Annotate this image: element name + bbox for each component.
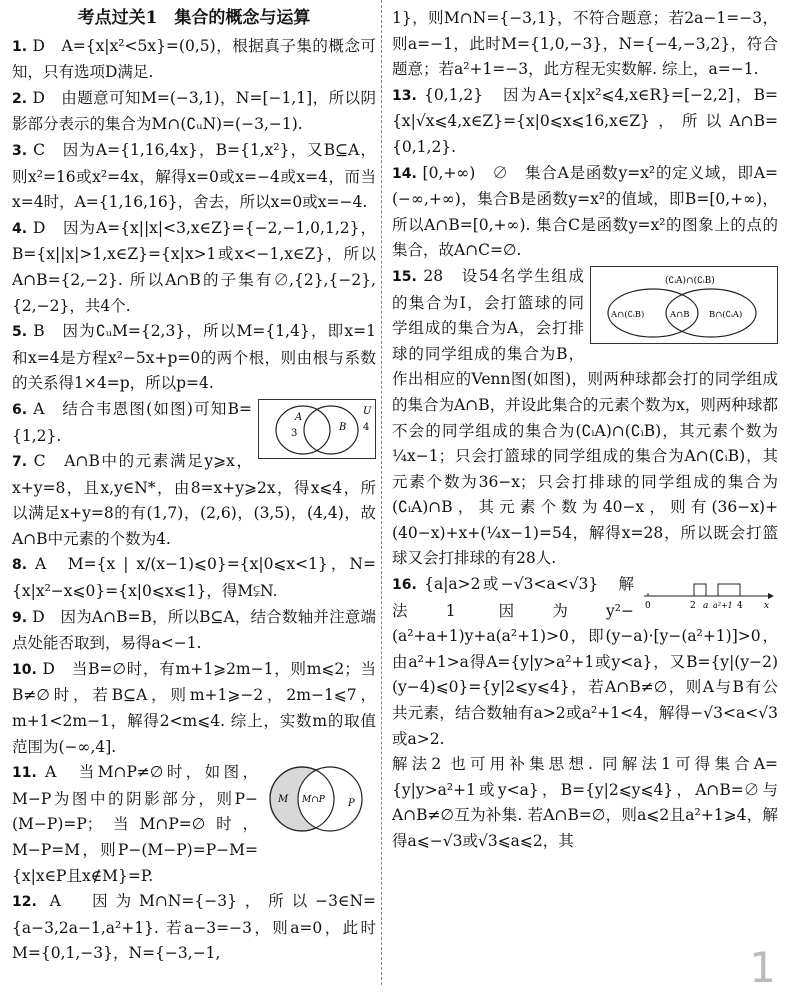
answer-item-12	[12, 889, 376, 967]
venn-label-m: M	[278, 794, 289, 806]
venn-label-mp: M∩P	[302, 795, 325, 806]
item-text: D A={x|x²<5x}=(0,5)，根据真子集的概念可知，只有选项D满足.	[12, 36, 376, 82]
tick-0: 0	[645, 601, 651, 611]
item-number: 12.	[12, 894, 37, 911]
venn-label-p: P	[348, 798, 355, 810]
item-number: 8.	[12, 557, 28, 574]
answer-item-2	[12, 86, 376, 138]
item-text: [0,+∞) ∅ 集合A是函数y=x²的定义域，即A=(−∞,+∞)，集合B是函数y=x²的值域，即B=[0,+∞)，所以A∩B=[0,+∞). 集合C是函数y=x²的图象上的点的集合，故A∩C=∅.	[392, 163, 778, 260]
tick-a2: a²+1	[713, 601, 733, 611]
venn-label-b: B	[339, 421, 347, 433]
venn-diagram-6	[258, 399, 376, 459]
item-text: D 由题意可知M=(−3,1)，N=[−1,1]，所以阴影部分表示的集合为M∩(∁ᵤN)=(−3,−1).	[12, 88, 376, 134]
item-text: C A∩B中的元素满足y⩾x，x+y=8，且x,y∈N*，由8=x+y⩾2x，得x⩽4，所以满足x+y=8的有(1,7)，(2,6)，(3,5)，(4,4)，故A∩B中元素的个数为4.	[12, 452, 376, 548]
item-text: {0,1,2} 因为A={x|x²⩽4,x∈R}=[−2,2]，B={x|√x⩽4,x∈Z}={x|0⩽x⩽16,x∈Z}，所以A∩B={0,1,2}.	[392, 85, 778, 156]
item-text: D 因为A∩B=B，所以B⊆A，结合数轴并注意端点处能否取到，易得a<−1.	[12, 607, 376, 653]
venn-label-right: B∩(∁ᵢA)	[709, 309, 743, 320]
item-text: D 因为A={x||x|<3,x∈Z}={−2,−1,0,1,2}，B={x||x|>1,x∈Z}={x|x>1或x<−1,x∈Z}，所以A∩B={2,−2}. 所以A∩B的子集有∅,{2},{−2},{2,−2}，共4个.	[12, 218, 376, 315]
item-number: 1.	[12, 38, 28, 55]
item-text: {a|a>2或−√3<a<√3} 解法1 因为y²−(a²+a+1)y+a(a²+1)>0，即(y−a)·[y−(a²+1)]>0，由a²+1>a得A={y|y>a²+1或y<a}，又B={y|(y−2)(y−4)⩽0}={y|2⩽y⩽4}，若A∩B≠∅，则A与B有公共元素，结合数轴有a>2或a²+1<4，解得−√3<a<√3或a>2.	[392, 575, 778, 748]
answer-item-1	[12, 34, 376, 86]
item-text: 1}，则M∩N={−3,1}，不符合题意；若2a−1=−3，则a=−1，此时M={1,0,−3}，N={−4,−3,2}，符合题意；若a²+1=−3，此方程无实数解. 综上，a=−1.	[392, 9, 778, 79]
page-title: 考点过关1 集合的概念与运算	[77, 8, 311, 28]
answer-item-12-cont	[392, 6, 778, 83]
item-number: 2.	[12, 90, 28, 107]
venn-value-u: 4	[363, 421, 370, 433]
venn-label-a: A	[295, 411, 303, 423]
item-number: 14.	[392, 165, 417, 182]
item-number: 7.	[12, 454, 28, 471]
answer-item-5	[12, 319, 376, 397]
venn-diagram-15	[590, 266, 778, 344]
item-number: 11.	[12, 765, 37, 782]
tick-2: 2	[690, 601, 696, 611]
item-text: A 结合韦恩图(如图)可知B={1,2}.	[12, 399, 252, 445]
item-text: A M={x | x/(x−1)⩽0}={x|0⩽x<1}，N={x|x²−x⩽0}={x|0⩽x⩽1}，得M⫋N.	[12, 555, 376, 601]
item-number: 15.	[392, 268, 417, 285]
answer-item-3	[12, 138, 376, 216]
answer-item-15	[392, 264, 778, 572]
item-number: 10.	[12, 661, 37, 678]
venn-diagram-11	[264, 762, 376, 845]
answer-item-8	[12, 552, 376, 604]
item-text: D 当B=∅时，有m+1⩾2m−1，则m⩽2；当B≠∅时，若B⊆A，则m+1⩾−2，2m−1⩽7，m+1<2m−1，解得2<m⩽4. 综上，实数m的取值范围为(−∞,4].	[12, 659, 377, 756]
item-number: 13.	[392, 87, 417, 104]
venn-label-u: U	[363, 405, 372, 417]
answer-item-16-method2	[392, 752, 778, 854]
venn-value-a: 3	[291, 427, 298, 439]
answer-item-9	[12, 605, 376, 657]
answer-item-10	[12, 657, 376, 760]
venn-label-top: (∁ᵢA)∩(∁ᵢB)	[665, 275, 715, 286]
item-number: 9.	[12, 609, 28, 626]
left-column	[12, 6, 376, 967]
item-number: 6.	[12, 401, 28, 418]
item-text: 28 设54名学生组成的集合为I，会打篮球的同学组成的集合为A，会打排球的同学组成的集合为B，作出相应的Venn图(如图)，则两种球都会打的同学组成的集合为A∩B，并设此集合的元素个数为x，则两种球都不会的同学组成的集合为(∁ᵢA)∩(∁ᵢB)，其元素个数为¼x−1；只会打篮球的同学组成的集合为A∩(∁ᵢB)，其元素个数为36−x；只会打排球的同学组成的集合为(∁ᵢA)∩B，其元素个数为40−x，则有(36−x)+(40−x)+x+(¼x−1)=54，解得x=28，所以既会打篮球又会打排球的有28人.	[392, 266, 778, 568]
answer-item-14	[392, 161, 778, 264]
answer-item-13	[392, 83, 778, 161]
item-number: 4.	[12, 220, 28, 237]
column-divider	[381, 0, 382, 985]
answer-item-4	[12, 216, 376, 319]
answer-item-6	[12, 397, 376, 449]
axis-x-label: x	[764, 601, 770, 611]
answer-item-7	[12, 449, 376, 552]
answer-item-11	[12, 760, 376, 889]
answer-item-16	[392, 572, 778, 752]
number-line-16	[640, 576, 774, 619]
item-text: 解法2 也可用补集思想. 同解法1可得集合A={y|y>a²+1或y<a}，B={y|2⩽y⩽4}，A∩B=∅与A∩B≠∅互为补集. 若A∩B=∅，则a⩽2且a²+1⩾4，解得a⩽−√3或√3⩽a⩽2，其	[392, 755, 778, 850]
right-column	[392, 6, 778, 855]
venn-label-mid: A∩B	[670, 309, 690, 320]
item-text: A 当M∩P≠∅时，如图，M−P为图中的阴影部分，则P−(M−P)=P；当M∩P=∅时，M−P=M，则P−(M−P)=P−M={x|x∈P且x∉M}=P.	[12, 763, 258, 885]
venn-label-left: A∩(∁ᵢB)	[611, 309, 645, 320]
tick-4: 4	[737, 601, 743, 611]
item-text: A 因为M∩N={−3}，所以−3∈N={a−3,2a−1,a²+1}. 若a−3=−3，则a=0，此时M={0,1,−3}，N={−3,−1,	[12, 892, 376, 963]
item-number: 16.	[392, 577, 417, 594]
page-number: 1	[749, 943, 776, 992]
item-text: B 因为∁ᵤM={2,3}，所以M={1,4}，即x=1和x=4是方程x²−5x+p=0的两个根，则由根与系数的关系得1×4=p，所以p=4.	[12, 322, 376, 393]
tick-a: a	[703, 601, 709, 611]
item-number: 3.	[12, 142, 28, 159]
item-text: C 因为A={1,16,4x}，B={1,x²}，又B⊆A，则x²=16或x²=4x，解得x=0或x=−4或x=4，而当x=4时，A={1,16,16}，舍去，所以x=0或x=−4.	[12, 140, 376, 212]
item-number: 5.	[12, 324, 28, 341]
